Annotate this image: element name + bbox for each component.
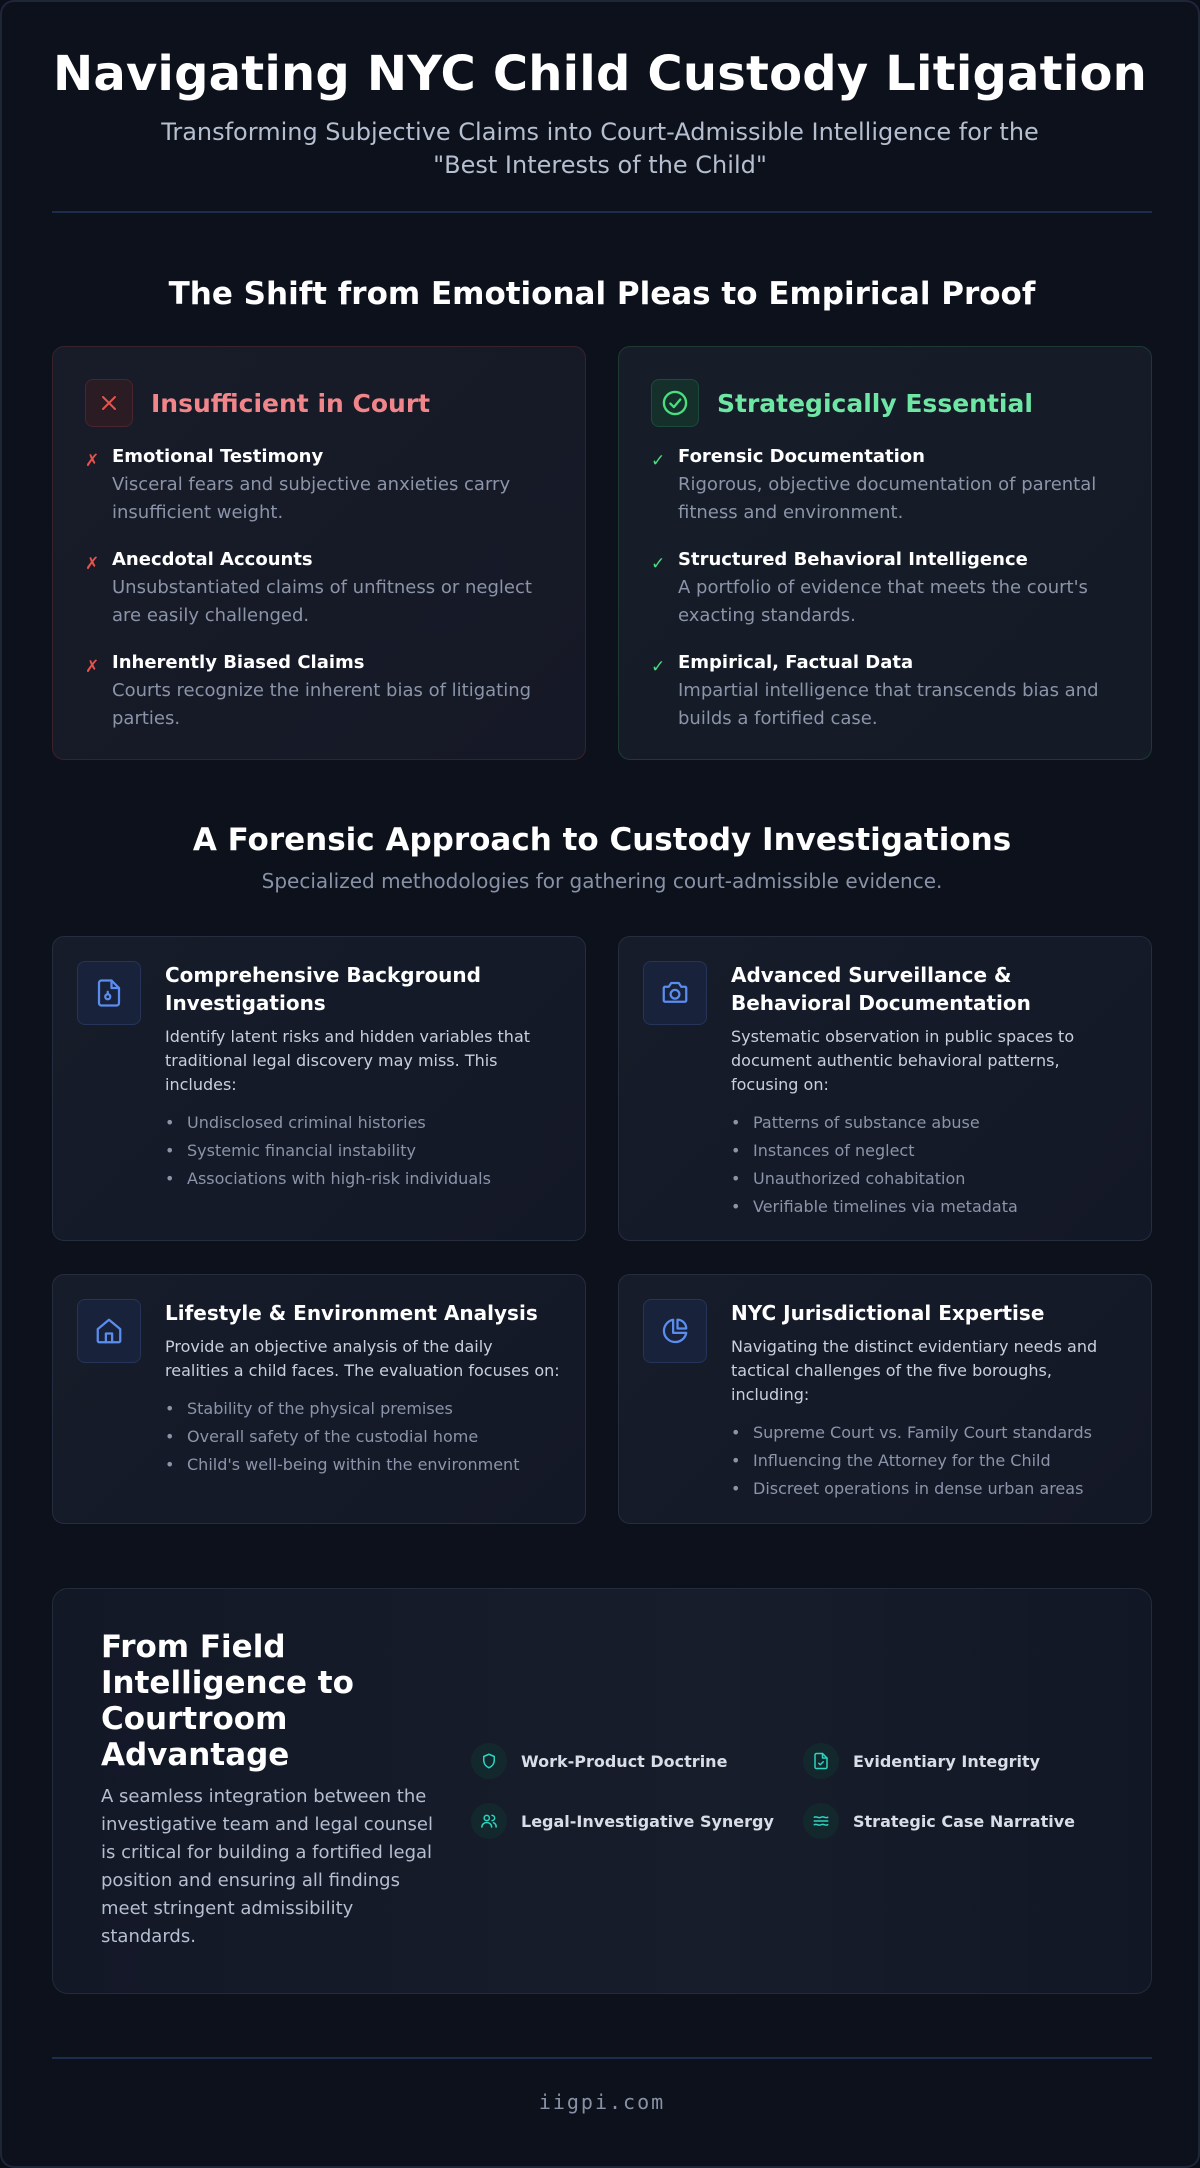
item-title: Inherently Biased Claims bbox=[112, 652, 365, 673]
pill-work-product bbox=[471, 1743, 727, 1779]
insufficient-card bbox=[52, 346, 586, 760]
feature-card-lifestyle bbox=[52, 1274, 586, 1524]
bottom-divider bbox=[52, 2057, 1152, 2059]
list-item: • Stability of the physical premises bbox=[165, 1395, 561, 1423]
item-title: Anecdotal Accounts bbox=[112, 549, 313, 570]
pill-evidentiary-integrity bbox=[803, 1743, 1040, 1779]
insufficient-list bbox=[85, 445, 541, 754]
item-title: Emotional Testimony bbox=[112, 446, 324, 467]
list-item: • Verifiable timelines via metadata bbox=[731, 1193, 1127, 1221]
essential-label: Strategically Essential bbox=[717, 388, 1033, 418]
item-desc: Impartial intelligence that transcends bias and builds a fortified case. bbox=[678, 680, 1099, 729]
item-title: Structured Behavioral Intelligence bbox=[678, 549, 1028, 570]
list-item: • Unauthorized cohabitation bbox=[731, 1165, 1127, 1193]
feature-title: Advanced Surveillance & Behavioral Documentation bbox=[731, 963, 1031, 1015]
feature-title: Lifestyle & Environment Analysis bbox=[165, 1301, 538, 1325]
feature-list bbox=[731, 1109, 1127, 1221]
panel-title: From Field Intelligence to Courtroom Advantage bbox=[101, 1629, 354, 1773]
top-divider bbox=[52, 211, 1152, 213]
forensic-section-title: A Forensic Approach to Custody Investigations bbox=[192, 822, 1012, 858]
x-icon bbox=[85, 379, 133, 427]
check-circle-icon bbox=[651, 379, 699, 427]
feature-list bbox=[165, 1109, 561, 1193]
pill-label: Work-Product Doctrine bbox=[521, 1751, 728, 1771]
list-item: • Overall safety of the custodial home bbox=[165, 1423, 561, 1451]
item-desc: Courts recognize the inherent bias of litigating parties. bbox=[112, 680, 532, 729]
pill-case-narrative bbox=[803, 1803, 1075, 1839]
cross-mark-icon: ✗ bbox=[85, 657, 100, 677]
list-item bbox=[651, 548, 1107, 630]
list-item: • Supreme Court vs. Family Court standards bbox=[731, 1419, 1127, 1447]
item-desc: Rigorous, objective documentation of parental fitness and environment. bbox=[678, 474, 1097, 523]
feature-list bbox=[165, 1395, 561, 1479]
header bbox=[2, 2, 1198, 182]
forensic-section-subtitle: Specialized methodologies for gathering court-admissible evidence. bbox=[261, 869, 943, 893]
check-mark-icon: ✓ bbox=[651, 657, 666, 677]
list-item: • Undisclosed criminal histories bbox=[165, 1109, 561, 1137]
item-title: Forensic Documentation bbox=[678, 446, 925, 467]
list-item: • Instances of neglect bbox=[731, 1137, 1127, 1165]
essential-list bbox=[651, 445, 1107, 754]
check-mark-icon: ✓ bbox=[651, 554, 666, 574]
essential-card bbox=[618, 346, 1152, 760]
pie-chart-icon bbox=[643, 1299, 707, 1363]
feature-card-jurisdiction bbox=[618, 1274, 1152, 1524]
panel-desc: A seamless integration between the investigative team and legal counsel is critical for building a fortified legal position and ensuring all findings meet stringent admissibility standards. bbox=[101, 1786, 433, 1947]
check-mark-icon: ✓ bbox=[651, 451, 666, 471]
camera-icon bbox=[643, 961, 707, 1025]
users-icon bbox=[471, 1803, 507, 1839]
feature-card-surveillance bbox=[618, 936, 1152, 1241]
list-item bbox=[85, 651, 541, 733]
feature-title: Comprehensive Background Investigations bbox=[165, 963, 481, 1015]
feature-card-background bbox=[52, 936, 586, 1241]
footer-site: iigpi.com bbox=[538, 2090, 666, 2114]
item-title: Empirical, Factual Data bbox=[678, 652, 914, 673]
list-item: • Discreet operations in dense urban areas bbox=[731, 1475, 1127, 1503]
list-item: • Child's well-being within the environment bbox=[165, 1451, 561, 1479]
feature-desc: Identify latent risks and hidden variables that traditional legal discovery may miss. This includes: bbox=[165, 1027, 531, 1094]
list-item bbox=[651, 651, 1107, 733]
cross-mark-icon: ✗ bbox=[85, 451, 100, 471]
document-icon bbox=[77, 961, 141, 1025]
list-item bbox=[651, 445, 1107, 527]
courtroom-advantage-panel bbox=[52, 1588, 1152, 1994]
file-check-icon bbox=[803, 1743, 839, 1779]
pill-label: Legal-Investigative Synergy bbox=[521, 1811, 774, 1831]
list-item: • Systemic financial instability bbox=[165, 1137, 561, 1165]
list-item: • Influencing the Attorney for the Child bbox=[731, 1447, 1127, 1475]
home-icon bbox=[77, 1299, 141, 1363]
list-item: • Associations with high-risk individuals bbox=[165, 1165, 561, 1193]
item-desc: Visceral fears and subjective anxieties carry insufficient weight. bbox=[112, 474, 511, 523]
cross-mark-icon: ✗ bbox=[85, 554, 100, 574]
feature-title: NYC Jurisdictional Expertise bbox=[731, 1301, 1045, 1325]
item-desc: A portfolio of evidence that meets the court's exacting standards. bbox=[678, 577, 1088, 626]
list-item bbox=[85, 548, 541, 630]
item-desc: Unsubstantiated claims of unfitness or neglect are easily challenged. bbox=[112, 577, 532, 626]
shield-icon bbox=[471, 1743, 507, 1779]
feature-desc: Provide an objective analysis of the daily realities a child faces. The evaluation focuses on: bbox=[165, 1337, 560, 1380]
insufficient-label: Insufficient in Court bbox=[151, 388, 431, 418]
pill-label: Strategic Case Narrative bbox=[853, 1811, 1076, 1831]
feature-desc: Systematic observation in public spaces to document authentic behavioral patterns, focusing on: bbox=[731, 1027, 1075, 1094]
list-item: • Patterns of substance abuse bbox=[731, 1109, 1127, 1137]
page-subtitle: Transforming Subjective Claims into Court-Admissible Intelligence for the "Best Interests of the Child" bbox=[161, 118, 1039, 179]
shift-section-title: The Shift from Emotional Pleas to Empirical Proof bbox=[168, 276, 1036, 312]
list-item bbox=[85, 445, 541, 527]
pill-synergy bbox=[471, 1803, 774, 1839]
page-title: Navigating NYC Child Custody Litigation bbox=[52, 46, 1147, 102]
feature-desc: Navigating the distinct evidentiary needs and tactical challenges of the five boroughs, including: bbox=[731, 1337, 1098, 1404]
feature-list bbox=[731, 1419, 1127, 1503]
pill-label: Evidentiary Integrity bbox=[853, 1751, 1041, 1771]
waves-icon bbox=[803, 1803, 839, 1839]
